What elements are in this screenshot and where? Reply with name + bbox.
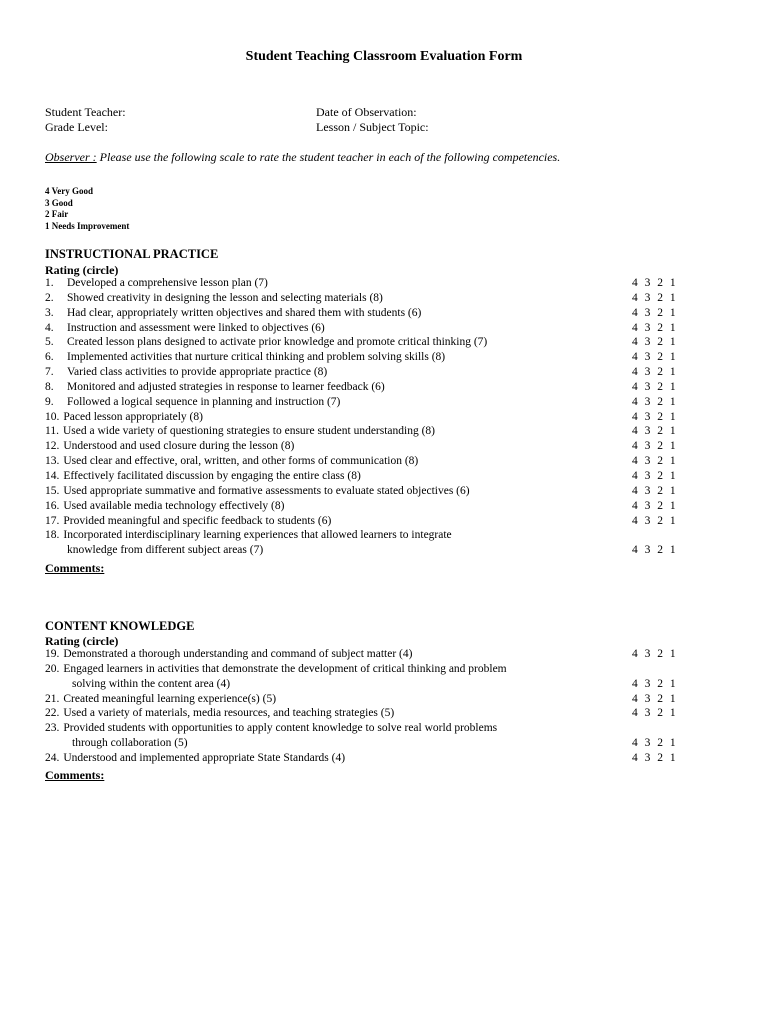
competency-item-continuation	[45, 543, 685, 558]
competency-item-continuation	[45, 736, 685, 751]
competency-item	[45, 306, 685, 321]
rating-choices[interactable]: 4 3 2 1	[632, 469, 676, 482]
section-heading-instructional-practice: INSTRUCTIONAL PRACTICE	[45, 247, 219, 261]
item-number: 8.	[45, 380, 54, 393]
competency-item	[45, 276, 685, 291]
instructional-practice-items	[45, 276, 685, 558]
scale-item-1: 1 Needs Improvement	[45, 220, 130, 231]
section-heading-content-knowledge: CONTENT KNOWLEDGE	[45, 619, 195, 633]
competency-item	[45, 424, 685, 439]
item-number: 19.	[45, 648, 60, 660]
comments-label-content-knowledge: Comments:	[45, 768, 105, 782]
competency-item	[45, 380, 685, 395]
item-number: 18.	[45, 529, 60, 542]
rating-scale	[45, 186, 129, 232]
competency-item	[45, 454, 685, 469]
date-of-observation-field: Date of Observation:	[316, 105, 417, 119]
item-text: Created lesson plans designed to activate prior knowledge and promote critical thinking (7)	[67, 336, 488, 349]
form-title: Student Teaching Classroom Evaluation Form	[245, 49, 523, 64]
item-text: Understood and implemented appropriate State Standards (4)	[63, 751, 346, 764]
item-text: Paced lesson appropriately (8)	[63, 410, 203, 423]
competency-item	[45, 514, 685, 529]
scale-item-2: 2 Fair	[45, 209, 69, 219]
item-text: Used clear and effective, oral, written, and other forms of communication (8)	[63, 455, 419, 468]
item-number: 22.	[45, 707, 60, 720]
competency-item	[45, 751, 685, 766]
competency-item	[45, 528, 685, 543]
competency-item	[45, 321, 685, 336]
competency-item	[45, 484, 685, 499]
item-number: 21.	[45, 692, 60, 705]
competency-item	[45, 721, 685, 736]
item-text: Understood and used closure during the lesson (8)	[63, 440, 295, 453]
rating-choices[interactable]: 4 3 2 1	[632, 351, 676, 364]
item-text: Followed a logical sequence in planning and instruction (7)	[67, 395, 341, 408]
item-number: 14.	[45, 469, 60, 482]
item-text: Had clear, appropriately written objectives and shared them with students (6)	[67, 306, 422, 319]
rating-choices[interactable]: 4 3 2 1	[632, 455, 676, 468]
rating-choices[interactable]: 4 3 2 1	[632, 291, 676, 304]
item-text: Used available media technology effectively (8)	[63, 499, 285, 512]
rating-choices[interactable]: 4 3 2 1	[632, 544, 676, 557]
item-number: 11.	[45, 425, 59, 438]
competency-item-continuation	[45, 677, 685, 692]
rating-choices[interactable]: 4 3 2 1	[632, 321, 676, 334]
competency-item	[45, 692, 685, 707]
item-number: 15.	[45, 484, 60, 497]
item-text: Provided meaningful and specific feedback to students (6)	[63, 514, 332, 527]
item-number: 16.	[45, 499, 60, 512]
rating-choices[interactable]: 4 3 2 1	[632, 692, 676, 705]
item-number: 1.	[45, 277, 54, 289]
rating-choices[interactable]: 4 3 2 1	[632, 751, 676, 764]
student-teacher-field: Student Teacher:	[45, 105, 126, 119]
item-number: 2.	[45, 291, 54, 304]
observer-instruction	[45, 150, 560, 165]
item-text: Provided students with opportunities to apply content knowledge to solve real world problems	[63, 722, 498, 735]
item-text: Demonstrated a thorough understanding and command of subject matter (4)	[63, 648, 413, 660]
item-text: Incorporated interdisciplinary learning experiences that allowed learners to integrate	[63, 529, 452, 542]
item-number: 12.	[45, 440, 60, 453]
rating-choices[interactable]: 4 3 2 1	[632, 410, 676, 423]
rating-choices[interactable]: 4 3 2 1	[632, 395, 676, 408]
item-number: 24.	[45, 751, 60, 764]
rating-label-content-knowledge: Rating (circle)	[45, 634, 119, 648]
competency-item	[45, 662, 685, 677]
item-text: Implemented activities that nurture critical thinking and problem solving skills (8)	[67, 351, 446, 364]
item-number: 10.	[45, 410, 60, 423]
item-number: 3.	[45, 306, 54, 319]
item-text: Developed a comprehensive lesson plan (7)	[67, 277, 268, 289]
item-text: Used a wide variety of questioning strategies to ensure student understanding (8)	[62, 425, 436, 438]
comments-label-instructional-practice: Comments:	[45, 561, 105, 575]
rating-choices[interactable]: 4 3 2 1	[632, 306, 676, 319]
item-text: Effectively facilitated discussion by engaging the entire class (8)	[63, 469, 361, 482]
item-number: 6.	[45, 351, 54, 364]
rating-choices[interactable]: 4 3 2 1	[632, 737, 676, 750]
rating-choices[interactable]: 4 3 2 1	[632, 440, 676, 453]
item-text: Engaged learners in activities that demonstrate the development of critical thinking and problem	[63, 662, 507, 675]
scale-item-3: 3 Good	[45, 197, 73, 208]
rating-choices[interactable]: 4 3 2 1	[632, 484, 676, 497]
item-text: Monitored and adjusted strategies in response to learner feedback (6)	[67, 380, 385, 393]
rating-choices[interactable]: 4 3 2 1	[632, 648, 676, 660]
rating-choices[interactable]: 4 3 2 1	[632, 514, 676, 527]
lesson-subject-topic-field: Lesson / Subject Topic:	[316, 120, 429, 134]
competency-item	[45, 335, 685, 350]
item-text: Varied class activities to provide appropriate practice (8)	[67, 366, 328, 379]
rating-choices[interactable]: 4 3 2 1	[632, 380, 676, 393]
competency-item	[45, 350, 685, 365]
rating-choices[interactable]: 4 3 2 1	[632, 677, 676, 690]
rating-choices[interactable]: 4 3 2 1	[632, 499, 676, 512]
rating-choices[interactable]: 4 3 2 1	[632, 277, 676, 289]
item-number: 17.	[45, 514, 60, 527]
competency-item	[45, 439, 685, 454]
competency-item	[45, 469, 685, 484]
grade-level-field: Grade Level:	[45, 120, 108, 134]
competency-item	[45, 706, 685, 721]
item-text-continuation: solving within the content area (4)	[72, 677, 231, 690]
observer-label: Observer :	[45, 150, 97, 164]
rating-choices[interactable]: 4 3 2 1	[632, 425, 676, 438]
item-text-continuation: knowledge from different subject areas (7)	[67, 544, 264, 557]
item-number: 13.	[45, 455, 60, 468]
item-text: Showed creativity in designing the lesson and selecting materials (8)	[67, 291, 383, 304]
competency-item	[45, 365, 685, 380]
rating-choices[interactable]: 4 3 2 1	[632, 707, 676, 720]
item-text: Created meaningful learning experience(s) (5)	[63, 692, 277, 705]
item-number: 5.	[45, 336, 54, 349]
item-text-continuation: through collaboration (5)	[72, 737, 188, 750]
competency-item	[45, 499, 685, 514]
rating-label-instructional-practice: Rating (circle)	[45, 263, 119, 277]
item-text: Used a variety of materials, media resources, and teaching strategies (5)	[63, 707, 395, 720]
observer-instruction-text: Please use the following scale to rate the student teacher in each of the following competencies.	[96, 150, 561, 164]
item-text: Instruction and assessment were linked to objectives (6)	[67, 321, 325, 334]
rating-choices[interactable]: 4 3 2 1	[632, 366, 676, 379]
competency-item	[45, 291, 685, 306]
content-knowledge-items	[45, 647, 685, 766]
competency-item	[45, 410, 685, 425]
scale-item-4: 4 Very Good	[45, 186, 94, 196]
competency-item	[45, 647, 685, 662]
item-number: 4.	[45, 321, 54, 334]
item-number: 9.	[45, 395, 54, 408]
rating-choices[interactable]: 4 3 2 1	[632, 336, 676, 349]
item-number: 20.	[45, 662, 60, 675]
item-text: Used appropriate summative and formative assessments to evaluate stated objectives (6)	[63, 484, 470, 497]
competency-item	[45, 395, 685, 410]
item-number: 23.	[45, 722, 60, 735]
item-number: 7.	[45, 366, 54, 379]
